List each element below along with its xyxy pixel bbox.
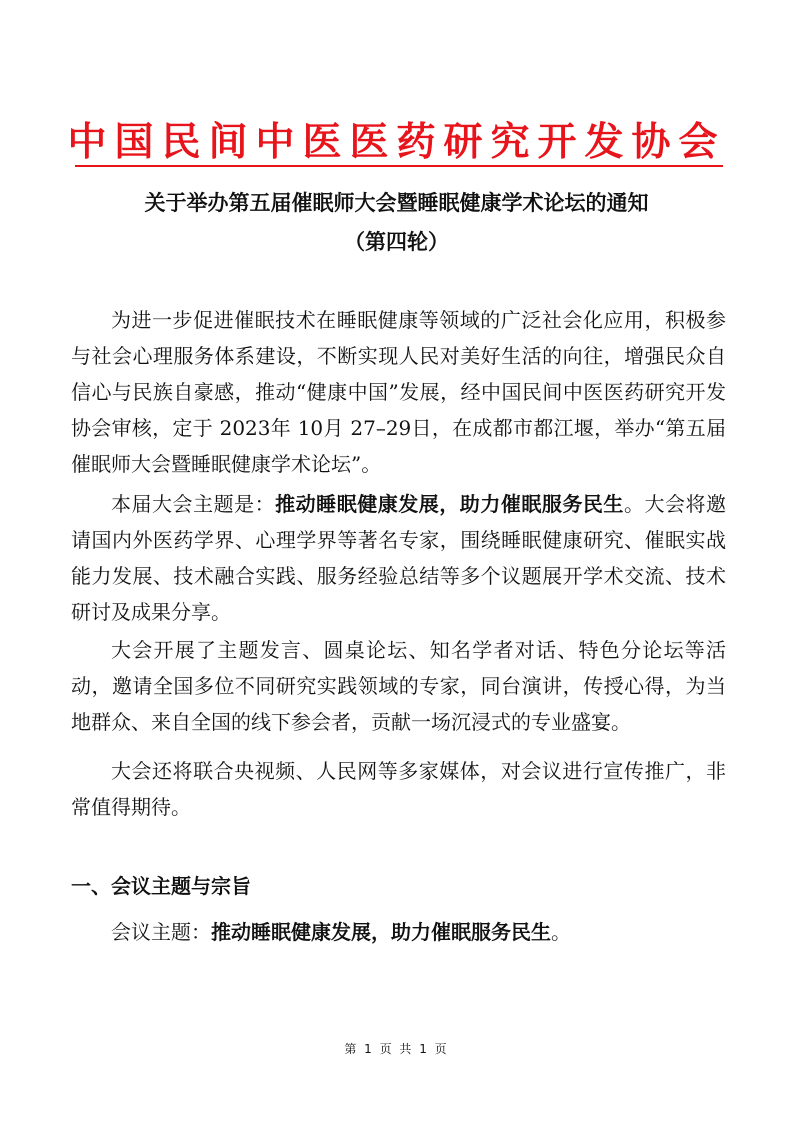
- paragraph-media: 大会还将联合央视频、人民网等多家媒体，对会议进行宣传推广，非常值得期待。: [71, 759, 726, 819]
- title-underline: [75, 165, 723, 167]
- paragraph-theme-rest: 。大会将邀请国内外医药学界、心理学界等著名专家，围绕睡眠健康研究、催眠实战能力发展、技术融合实践、服务经验总结等多个议题展开学术交流、技术研讨及成果分享。: [71, 492, 727, 624]
- paragraph-theme-highlight: 推动睡眠健康发展，助力催眠服务民生: [275, 492, 624, 516]
- meeting-theme-label: 会议主题：: [111, 920, 211, 944]
- meeting-theme-line: [71, 916, 726, 948]
- document-title: 关于举办第五届催眠师大会暨睡眠健康学术论坛的通知: [144, 190, 649, 215]
- meeting-theme-value: 推动睡眠健康发展，助力催眠服务民生: [211, 920, 551, 944]
- paragraph-theme: [71, 486, 726, 630]
- organization-title: 中国民间中医医药研究开发协会: [67, 119, 726, 165]
- section-heading-1: 一、会议主题与宗旨: [71, 874, 251, 898]
- paragraph-intro: 为进一步促进催眠技术在睡眠健康等领域的广泛社会化应用，积极参与社会心理服务体系建设，不断实现人民对美好生活的向往，增强民众自信心与民族自豪感，推动“健康中国”发展，经中国民间中医医药研究开发协会审核，定于 2023年 10月 27–29日，在成都市都江堰，举办“第五届催眠师大会暨睡眠健康学术论坛”。: [71, 308, 726, 476]
- paragraph-activities: 大会开展了主题发言、圆桌论坛、知名学者对话、特色分论坛等活动，邀请全国多位不同研究实践领域的专家，同台演讲，传授心得，为当地群众、来自全国的线下参会者，贡献一场沉浸式的专业盛宴。: [71, 638, 726, 734]
- document-round: （第四轮）: [344, 229, 449, 254]
- page-number-footer: 第 1 页 共 1 页: [344, 1042, 449, 1056]
- paragraph-theme-lead: 本届大会主题是：: [111, 492, 276, 516]
- meeting-theme-end: 。: [551, 920, 571, 944]
